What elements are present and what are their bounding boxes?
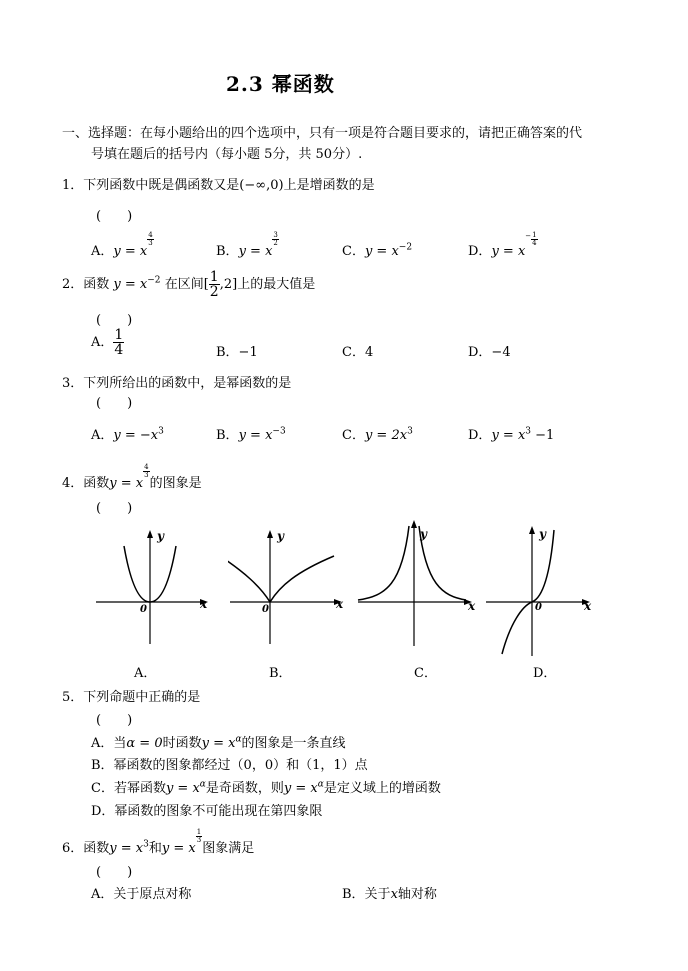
q4-caption-d: D．: [533, 666, 557, 681]
q1-option-a[interactable]: A．y = x $\frac{4}{3}$: [91, 231, 153, 259]
axis-x-label: x: [468, 599, 476, 613]
q5-option-c[interactable]: C．若幂函数$y = x^\alpha$是奇函数，则$y = x^\alpha$是定义域上的增函数: [91, 779, 441, 796]
axis-y-label: y: [539, 527, 546, 541]
section-heading-line1: 一、选择题：在每小题给出的四个选项中，只有一项是符合题目要求的，请把正确答案的代: [62, 126, 583, 141]
q2-stem: 2．函数 $y = x^{-2}$ 在区间[ $\frac{1}{2}$ ,2]上的最大值是: [62, 269, 316, 300]
q4-graph-b[interactable]: [228, 528, 348, 648]
q2-option-a[interactable]: A． $\frac{1}{4}$: [91, 327, 124, 358]
q4-answer-paren: ( ): [96, 501, 133, 516]
q4-graph-d[interactable]: [484, 524, 599, 658]
q4-graph-c[interactable]: [356, 518, 481, 648]
axis-y-label: y: [277, 529, 284, 543]
q5-answer-paren: ( ): [96, 713, 133, 728]
axis-x-label: x: [336, 597, 344, 611]
q3-stem: 3．下列所给出的函数中，是幂函数的是: [62, 376, 292, 391]
axis-x-label: x: [584, 599, 592, 613]
q1-option-c[interactable]: C．$y = x^{-2}$: [342, 242, 413, 259]
origin-label: 0: [535, 602, 542, 613]
q4-stem: 4．函数y = x $\frac{4}{3}$ 的图象是: [62, 463, 202, 491]
axis-y-label: y: [420, 527, 427, 541]
q6-stem: 6．函数$y = x^3$和y = x $\frac{1}{3}$ 图象满足: [62, 828, 255, 856]
q1-stem: 1．下列函数中既是偶函数又是(−∞,0)上是增函数的是: [62, 178, 375, 193]
origin-label: 0: [140, 604, 147, 615]
q3-answer-paren: ( ): [96, 396, 133, 411]
q2-option-c[interactable]: C．4: [342, 345, 374, 360]
q4-graph-a[interactable]: [94, 528, 214, 648]
q3-option-b[interactable]: B．$y = x^{-3}$: [216, 426, 286, 443]
q5-stem: 5．下列命题中正确的是: [62, 690, 201, 705]
q6-option-b[interactable]: B．关于x轴对称: [342, 887, 437, 902]
q4-caption-a: A．: [134, 666, 157, 681]
q1-answer-paren: ( ): [96, 209, 133, 224]
q4-caption-b: B．: [269, 666, 292, 681]
q5-option-d[interactable]: D．幂函数的图象不可能出现在第四象限: [91, 804, 323, 819]
q3-option-d[interactable]: D．$y = x^3 -1$: [468, 426, 555, 443]
q1-option-d[interactable]: D．y = x− $\frac{1}{4}$: [468, 231, 537, 259]
page-title: 2.3 幂函数: [226, 72, 335, 96]
q2-option-d[interactable]: D．−4: [468, 345, 511, 360]
q6-answer-paren: ( ): [96, 865, 133, 880]
q3-option-a[interactable]: A．$y = -x^3$: [91, 426, 164, 443]
q5-option-b[interactable]: B．幂函数的图象都经过（0，0）和（1，1）点: [91, 758, 368, 773]
section-heading-line2: 号填在题后的括号内（每小题 5分，共 50分）.: [91, 147, 363, 162]
q4-caption-c: C．: [414, 666, 437, 681]
q3-option-c[interactable]: C．$y = 2x^3$: [342, 426, 413, 443]
q1-option-b[interactable]: B．y = x $\frac{3}{2}$: [216, 231, 278, 259]
q2-answer-paren: ( ): [96, 313, 133, 328]
axis-x-label: x: [200, 597, 208, 611]
q5-option-a[interactable]: A．当α = 0时函数$y = x^\alpha$的图象是一条直线: [91, 734, 346, 751]
q6-option-a[interactable]: A．关于原点对称: [91, 887, 192, 902]
q2-option-b[interactable]: B．−1: [216, 345, 258, 360]
axis-y-label: y: [157, 529, 164, 543]
origin-label: 0: [262, 604, 269, 615]
